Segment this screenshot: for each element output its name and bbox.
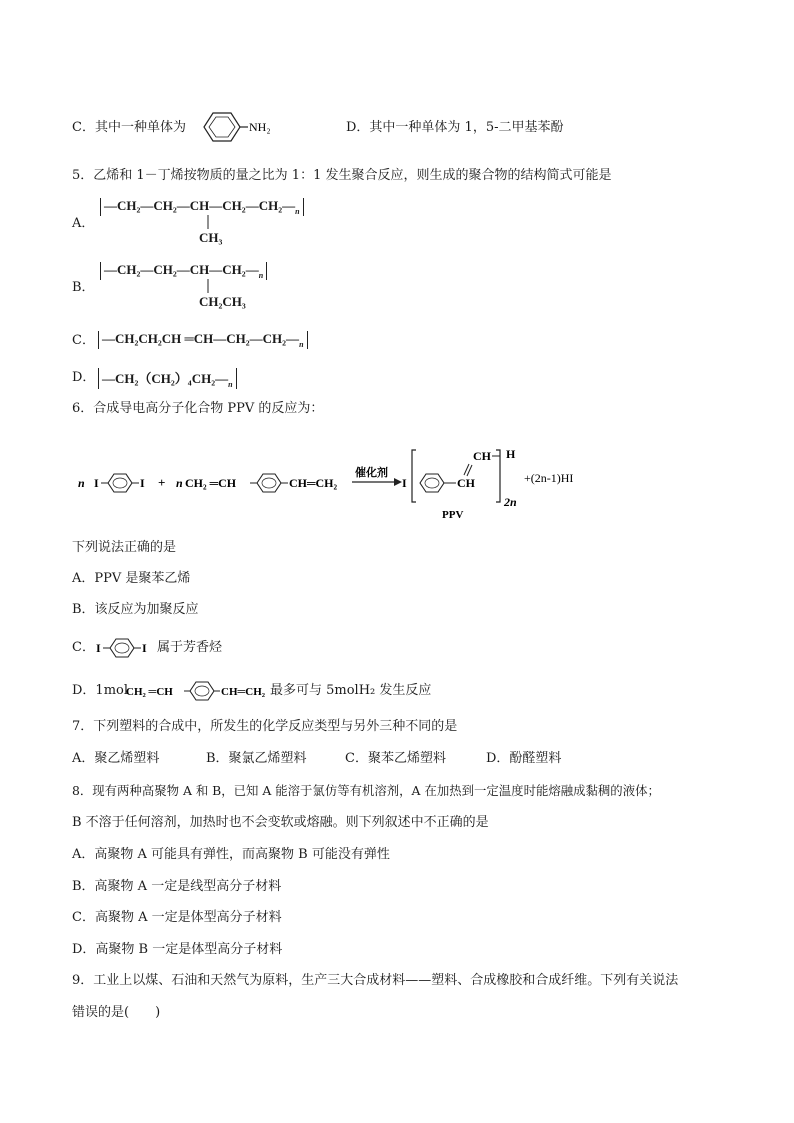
q5-stem: 5．乙烯和 1－丁烯按物质的量之比为 1：1 发生聚合反应，则生成的聚合物的结构简式可能是	[72, 168, 612, 183]
q5-option-a-chain: $—CH_2—CH_2—CH—CH_2—CH_2—_n$	[100, 198, 304, 216]
q6-option-c-label: C．	[72, 640, 95, 655]
q8-stem-line1: 8．现有两种高聚物 A 和 B，已知 A 能溶于氯仿等有机溶剂，A 在加热到一定温度时能熔融成黏稠的液体；	[72, 783, 660, 798]
q6-option-d-text: 最多可与 5molH₂ 发生反应	[270, 683, 432, 698]
q8-option-c: C．高聚物 A 一定是体型高分子材料	[72, 910, 282, 925]
reactant1-coefficient: n	[78, 476, 85, 490]
benzene-ring-2	[257, 474, 281, 492]
q8-stem-line2: B 不溶于任何溶剂，加热时也不会变软或熔融。则下列叙述中不正确的是	[72, 815, 489, 830]
svg-text:I: I	[142, 641, 147, 655]
q6-option-d-label: D．1mol	[72, 683, 129, 698]
right-bracket	[496, 450, 500, 502]
product-ch-top: CH	[473, 449, 491, 463]
q5-option-d-label: D．	[72, 370, 96, 385]
q8-option-a: A．高聚物 A 可能具有弹性，而高聚物 B 可能没有弹性	[72, 847, 390, 862]
byproduct: +(2n-1)HI	[524, 471, 574, 485]
q7-option-b: B．聚氯乙烯塑料	[206, 751, 307, 766]
q8-option-b: B．高聚物 A 一定是线型高分子材料	[72, 879, 282, 894]
diiodobenzene-structure	[96, 636, 156, 660]
q5-option-b-branch: CH₂CH₃	[199, 294, 246, 309]
reactant2-coefficient: n	[176, 476, 183, 490]
plus-sign: +	[158, 475, 166, 490]
aniline-formula: NH₂	[249, 120, 271, 134]
q6-option-b: B．该反应为加聚反应	[72, 602, 199, 617]
q7-stem: 7．下列塑料的合成中，所发生的化学反应类型与另外三种不同的是	[72, 719, 458, 734]
q5-b-branch-bond	[206, 279, 210, 295]
divinylbenzene-structure	[126, 678, 278, 702]
ppv-caption: PPV	[442, 509, 464, 521]
svg-text:CH₂ ═CH: CH₂ ═CH	[126, 686, 173, 698]
iodine-product: I	[402, 476, 407, 490]
q4-option-c: C．其中一种单体为	[72, 120, 186, 135]
q5-option-c-chain: —CH₂CH₂CH $═CH—CH_2—CH_2—_n$	[98, 331, 308, 349]
q6-option-c-text: 属于芳香烃	[157, 640, 223, 655]
q9-stem-line1: 9．工业上以煤、石油和天然气为原料，生产三大合成材料——塑料、合成橡胶和合成纤维。下列有关说法	[72, 973, 679, 988]
q5-option-b-chain: $—CH_2—CH_2—CH—CH_2—_n$	[100, 262, 267, 280]
q6-stem: 6．合成导电高分子化合物 PPV 的反应为：	[72, 401, 324, 416]
ppv-reaction-scheme	[72, 442, 632, 522]
iodine-left-1: I	[94, 476, 99, 490]
aniline-structure	[196, 108, 286, 148]
q5-option-a-branch: CH₃	[199, 230, 223, 245]
product-end-h: H	[506, 447, 516, 461]
catalyst-label: 催化剂	[355, 467, 388, 479]
vinyl-left: CH₂ ═CH	[185, 476, 237, 490]
q7-option-d: D．酚醛塑料	[486, 751, 562, 766]
benzene-ring-1	[108, 474, 132, 492]
q4-option-d: D．其中一种单体为 1，5-二甲基苯酚	[346, 120, 564, 135]
q7-option-c: C．聚苯乙烯塑料	[345, 751, 446, 766]
q8-option-d: D．高聚物 B 一定是体型高分子材料	[72, 942, 283, 957]
q7-option-a: A．聚乙烯塑料	[72, 751, 160, 766]
svg-text:CH═CH₂: CH═CH₂	[221, 686, 266, 698]
svg-text:I: I	[96, 641, 101, 655]
q9-stem-line2: 错误的是( )	[72, 1005, 161, 1020]
q5-option-d-chain: $—CH_2(CH_2)_4CH_2—_n$	[98, 368, 237, 389]
q6-option-a: A．PPV 是聚苯乙烯	[72, 571, 191, 586]
benzene-ring-3	[420, 474, 444, 492]
q5-option-b-label: B．	[72, 280, 95, 295]
iodine-right-1: I	[140, 476, 145, 490]
q5-option-a-label: A．	[72, 216, 95, 231]
product-ch-bottom: CH	[457, 476, 475, 490]
q5-option-c-label: C．	[72, 333, 95, 348]
repeat-count: 2n	[504, 495, 517, 509]
left-bracket	[412, 450, 416, 502]
q5-a-branch-bond	[206, 215, 210, 231]
vinyl-right: CH═CH₂	[289, 476, 338, 490]
q6-prompt: 下列说法正确的是	[72, 540, 177, 555]
